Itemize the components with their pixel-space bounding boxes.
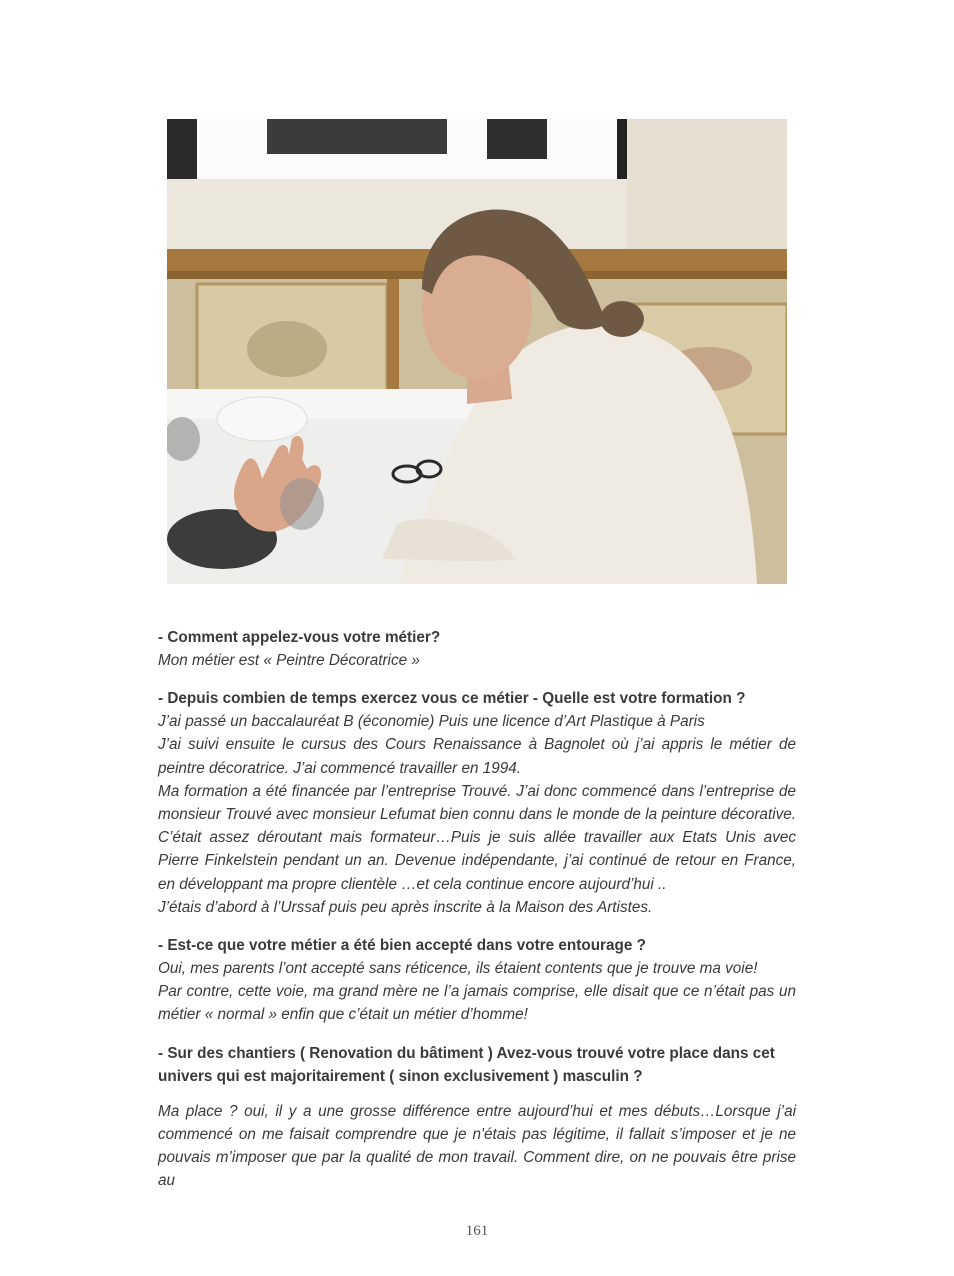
question: - Sur des chantiers ( Renovation du bâtiment ) Avez-vous trouvé votre place dans cet univers qui est majoritairement ( sinon exclusivement ) masculin ? xyxy=(158,1044,775,1085)
qa-section-4 xyxy=(158,1042,796,1193)
answer-line: Mon métier est « Peintre Décoratrice » xyxy=(158,652,420,669)
question: - Comment appelez-vous votre métier? xyxy=(158,629,441,646)
answer-line: Ma formation a été financée par l’entreprise Trouvé. J’ai donc commencé dans l’entreprise de monsieur Trouvé avec monsieur Lefumat bien connu dans le monde de la peinture décorative. C’était assez déroutant mais formateur…Puis je suis allée travailler aux Etats Unis avec Pierre Finkelstein pendant un an. Devenue indépendante, j’ai continué de retour en France, en développant ma propre clientèle …et cela continue encore aujourd’hui .. xyxy=(158,782,796,893)
qa-section-1 xyxy=(158,626,796,672)
interview-text xyxy=(158,626,796,1207)
answer-line: Oui, mes parents l’ont accepté sans réticence, ils étaient contents que je trouve ma voie! xyxy=(158,960,758,978)
interview-photo xyxy=(167,119,787,584)
qa-section-2 xyxy=(158,687,796,919)
answer-line: Par contre, cette voie, ma grand mère ne l’a jamais comprise, elle disait que ce n’était pas un métier « normal » enfin que c’était un métier d’homme! xyxy=(158,983,796,1024)
page-number: 161 xyxy=(465,1223,489,1239)
question: - Est-ce que votre métier a été bien accepté dans votre entourage ? xyxy=(158,937,646,955)
answer-line: Ma place ? oui, il y a une grosse différence entre aujourd’hui et mes débuts…Lorsque j’ai commencé on me faisait comprendre que je n'étais pas légitime, il fallait s’imposer et je ne pouvais m’imposer que par la qualité de mon travail. Comment dire, on ne pouvais être prise au xyxy=(158,1102,796,1190)
photo-illustration xyxy=(167,119,787,584)
qa-section-3 xyxy=(158,934,796,1027)
answer-line: J’étais d’abord à l’Urssaf puis peu après inscrite à la Maison des Artistes. xyxy=(158,898,653,916)
question: - Depuis combien de temps exercez vous ce métier - Quelle est votre formation ? xyxy=(158,690,746,708)
answer-line: J’ai passé un baccalauréat B (économie) Puis une licence d’Art Plastique à Paris xyxy=(158,713,705,731)
answer-line: J’ai suivi ensuite le cursus des Cours Renaissance à Bagnolet où j’ai appris le métier de peintre décoratrice. J’ai commencé travailler en 1994. xyxy=(158,736,796,777)
